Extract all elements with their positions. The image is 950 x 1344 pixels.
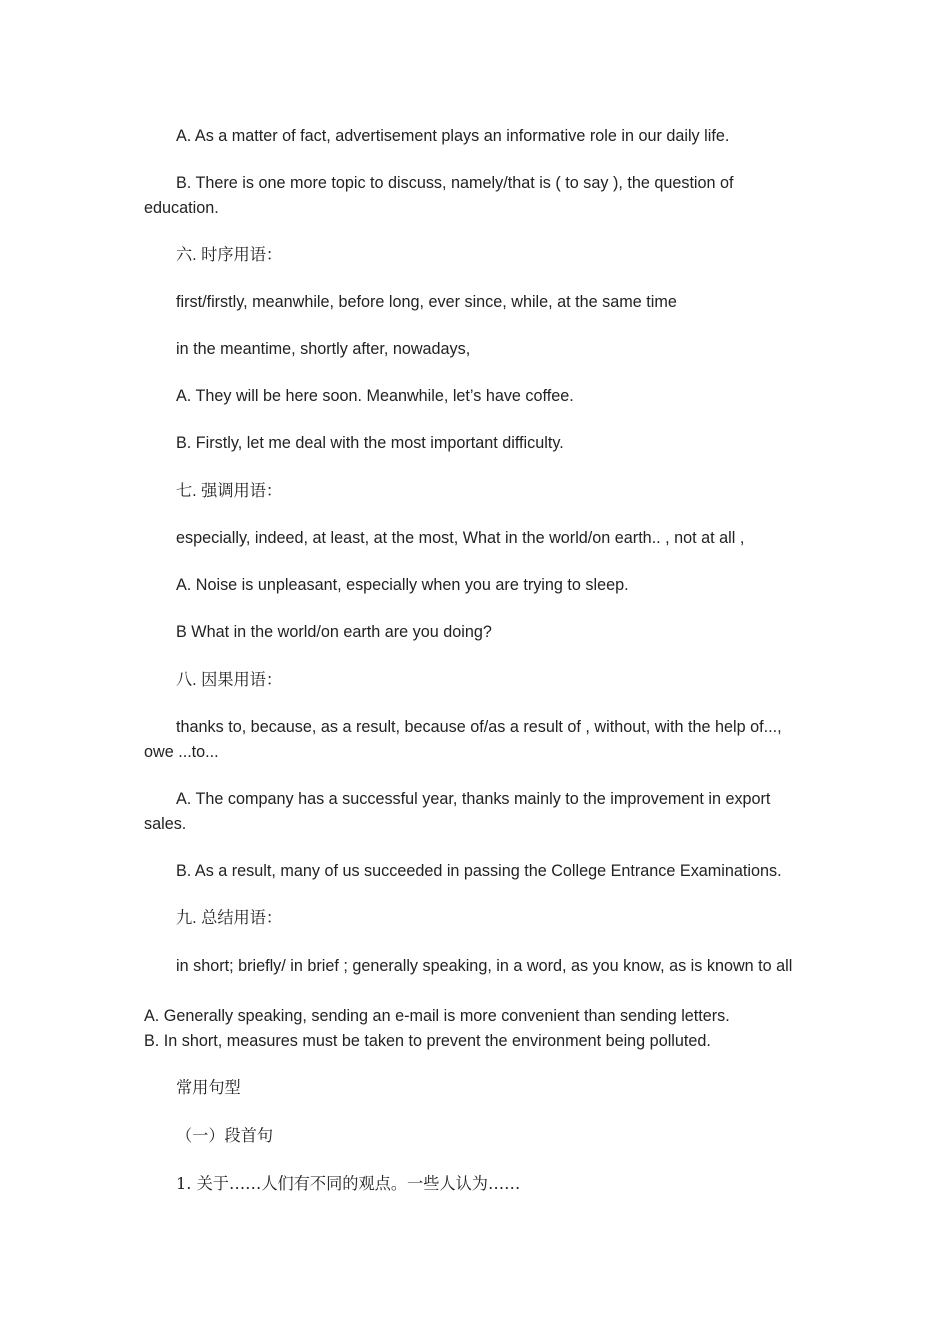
section-heading-summary: 九. 总结用语： <box>176 909 283 927</box>
paragraph-cause-effect-words: thanks to, because, as a result, because of/as a result of , without, with the help of..., owe ...to... <box>144 718 782 761</box>
paragraph-example-a-noise: A. Noise is unpleasant, especially when you are trying to sleep. <box>176 576 629 594</box>
paragraph-time-words-2: in the meantime, shortly after, nowadays, <box>176 340 471 358</box>
paragraph-example-a-company: A. The company has a successful year, thanks mainly to the improvement in export sales. <box>144 790 771 833</box>
paragraph-example-b-firstly: B. Firstly, let me deal with the most important difficulty. <box>176 434 564 452</box>
paragraph-pattern-1: 1. 关于……人们有不同的观点。一些人认为…… <box>176 1174 521 1193</box>
paragraph-example-a-fact: A. As a matter of fact, advertisement plays an informative role in our daily life. <box>176 127 730 145</box>
section-heading-cause-effect: 八. 因果用语： <box>176 671 283 689</box>
paragraph-example-b-result: B. As a result, many of us succeeded in passing the College Entrance Examinations. <box>176 862 782 880</box>
paragraph-summary-words: in short; briefly/ in brief ; generally speaking, in a word, as you know, as is known to all <box>176 957 793 975</box>
subheading-paragraph-opening: （一）段首句 <box>176 1126 274 1145</box>
paragraph-example-b-measures: B. In short, measures must be taken to prevent the environment being polluted. <box>144 1032 711 1050</box>
paragraph-example-b-world: B What in the world/on earth are you doing? <box>176 623 492 641</box>
section-heading-common-patterns: 常用句型 <box>176 1079 241 1097</box>
paragraph-example-a-meanwhile: A. They will be here soon. Meanwhile, let’s have coffee. <box>176 387 574 405</box>
paragraph-example-b-topic: B. There is one more topic to discuss, namely/that is ( to say ), the question of education. <box>144 174 734 217</box>
paragraph-example-a-email: A. Generally speaking, sending an e-mail is more convenient than sending letters. <box>144 1007 730 1025</box>
paragraph-time-words-1: first/firstly, meanwhile, before long, ever since, while, at the same time <box>176 293 677 311</box>
paragraph-emphasis-words: especially, indeed, at least, at the most, What in the world/on earth.. , not at all , <box>176 529 745 547</box>
section-heading-time-sequence: 六. 时序用语： <box>176 246 283 264</box>
section-heading-emphasis: 七. 强调用语： <box>176 482 283 500</box>
